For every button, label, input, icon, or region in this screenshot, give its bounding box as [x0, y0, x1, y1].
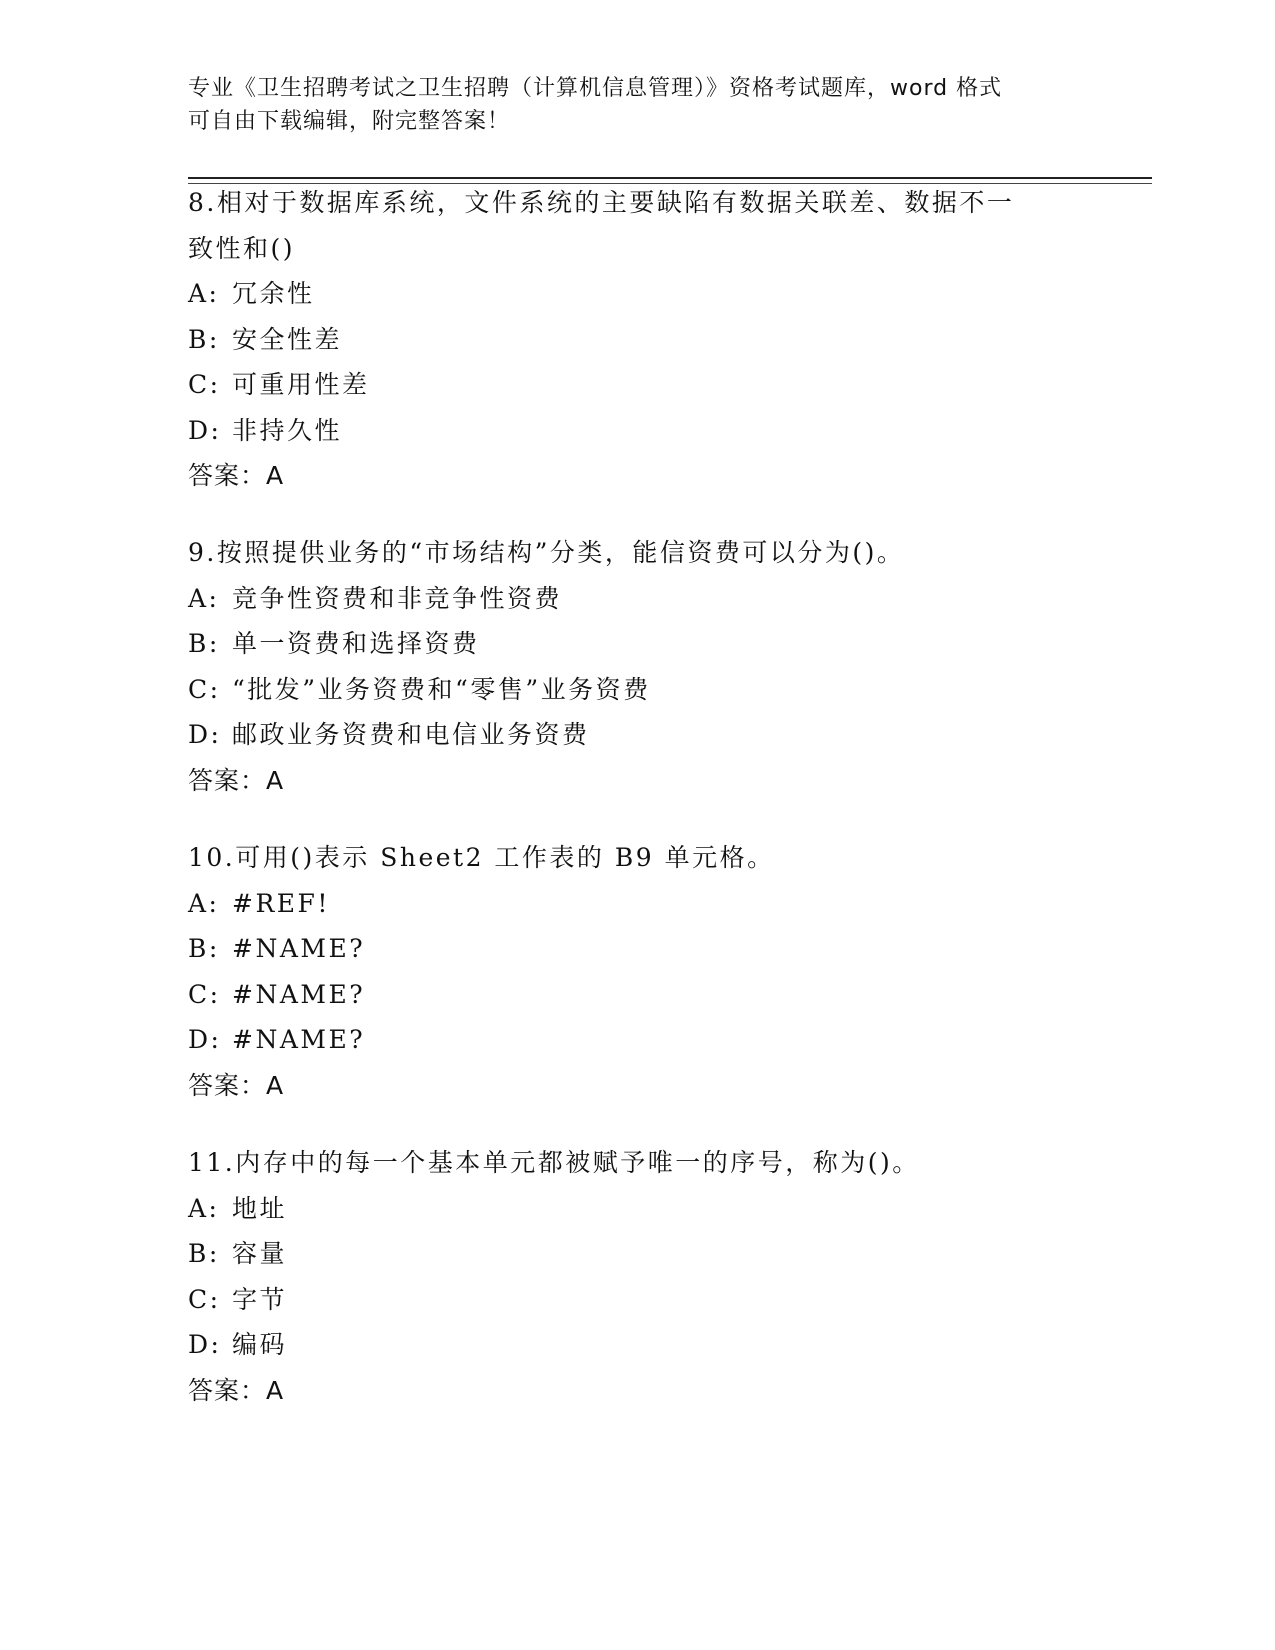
- option-text: 编码: [232, 1330, 288, 1359]
- option-text: 非持久性: [232, 415, 343, 445]
- option-text: 邮政业务资费和电信业务资费: [232, 720, 590, 749]
- option-c: [188, 1277, 1088, 1323]
- document-header: [188, 72, 1088, 138]
- question-stem-line: 10.可用()表示 Sheet2 工作表的 B9 单元格。: [188, 843, 775, 872]
- question-stem-line: 8.相对于数据库系统，文件系统的主要缺陷有数据关联差、数据不一: [188, 188, 1015, 217]
- option-text: 竞争性资费和非竞争性资费: [232, 583, 563, 613]
- option-d: [188, 1322, 1088, 1368]
- option-d: [188, 712, 1088, 758]
- option-c: [188, 667, 1088, 713]
- option-d: [188, 408, 1088, 454]
- option-b: [188, 1231, 1088, 1277]
- option-b: [188, 621, 1088, 667]
- option-text: 单一资费和选择资费: [232, 629, 480, 658]
- option-key: D:: [188, 1025, 222, 1054]
- question-stem-line: 9.按照提供业务的“市场结构”分类，能信资费可以分为()。: [188, 538, 905, 567]
- answer-line: 答案：A: [188, 461, 285, 490]
- option-text: 可重用性差: [232, 370, 370, 399]
- option-key: C:: [188, 370, 221, 399]
- option-a: [188, 271, 1088, 317]
- option-key: A:: [188, 583, 220, 613]
- header-line-2: 可自由下载编辑，附完整答案！: [188, 109, 511, 134]
- option-text: 地址: [232, 1193, 288, 1223]
- option-text: #NAME?: [232, 1025, 366, 1054]
- question-stem-line: 11.内存中的每一个基本单元都被赋予唯一的序号，称为()。: [188, 1148, 920, 1177]
- option-key: B:: [188, 1239, 220, 1268]
- question-10: [188, 835, 1088, 1108]
- option-a: [188, 1186, 1088, 1232]
- option-key: C:: [188, 674, 221, 704]
- question-9: [188, 530, 1088, 803]
- option-text: 字节: [232, 1284, 288, 1314]
- option-key: C:: [188, 979, 221, 1009]
- header-line-1: 专业《卫生招聘考试之卫生招聘（计算机信息管理）》资格考试题库，word 格式: [188, 76, 1003, 101]
- question-8: [188, 180, 1088, 499]
- option-key: B:: [188, 324, 220, 354]
- option-key: D:: [188, 415, 222, 445]
- option-key: B:: [188, 629, 220, 658]
- question-11: [188, 1140, 1088, 1413]
- option-text: 容量: [232, 1239, 288, 1268]
- option-text: 安全性差: [232, 324, 343, 354]
- option-d: [188, 1017, 1088, 1063]
- question-stem-line: 致性和(): [188, 233, 296, 263]
- option-key: C:: [188, 1284, 221, 1314]
- answer-line: 答案：A: [188, 1375, 285, 1405]
- answer-line: 答案：A: [188, 1070, 285, 1100]
- header-divider-thick: [188, 177, 1152, 179]
- option-key: A:: [188, 279, 220, 308]
- option-text: #REF!: [232, 888, 330, 918]
- option-key: B:: [188, 934, 220, 963]
- option-text: 冗余性: [232, 279, 315, 308]
- option-text: #NAME?: [232, 979, 366, 1009]
- option-text: #NAME?: [232, 934, 366, 963]
- option-c: [188, 972, 1088, 1018]
- option-key: D:: [188, 1330, 222, 1359]
- option-c: [188, 362, 1088, 408]
- option-b: [188, 317, 1088, 363]
- option-text: “批发”业务资费和“零售”业务资费: [232, 674, 651, 704]
- option-a: [188, 576, 1088, 622]
- answer-line: 答案：A: [188, 765, 285, 795]
- option-a: [188, 881, 1088, 927]
- option-key: D:: [188, 720, 222, 749]
- option-key: A:: [188, 888, 220, 918]
- option-key: A:: [188, 1193, 220, 1223]
- option-b: [188, 926, 1088, 972]
